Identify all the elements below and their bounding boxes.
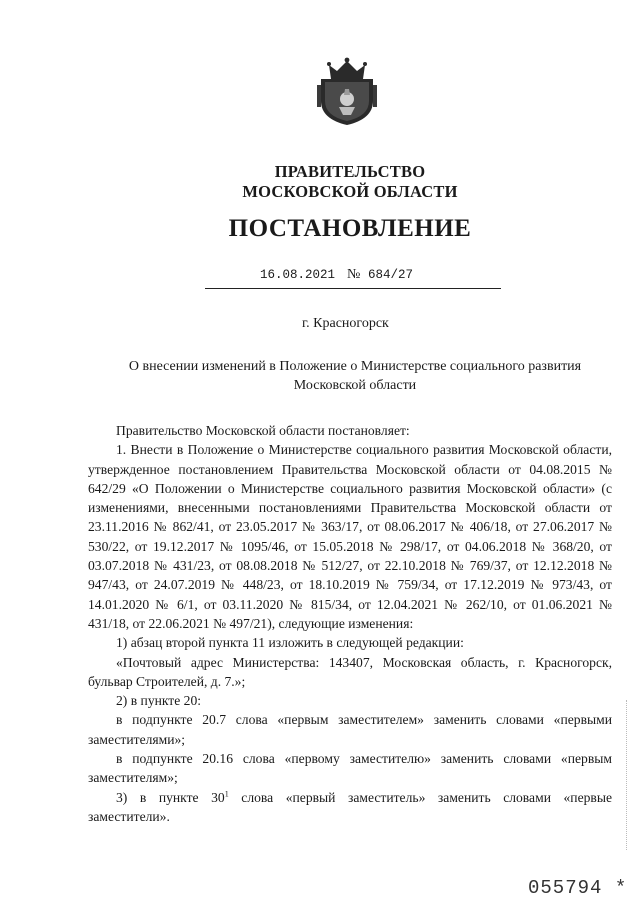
preamble: Правительство Московской области постановляет:	[116, 423, 410, 438]
item-1: 1) абзац второй пункта 11 изложить в следующей редакции:	[116, 635, 464, 651]
registration-line	[205, 268, 501, 289]
item-2-b: в подпункте 20.16 слова «первому заместителю» заменить словами «первым заместителям»;	[88, 751, 612, 786]
moscow-oblast-coat-of-arms-icon	[315, 55, 379, 127]
document-number: 684/27	[368, 268, 414, 282]
scan-margin-marks	[626, 700, 631, 850]
org-name-line2: МОСКОВСКОЙ ОБЛАСТИ	[242, 182, 458, 201]
subject-line2: Московской области	[293, 378, 417, 393]
item-2-a: в подпункте 20.7 слова «первым заместителем» заменить словами «первыми заместителями»;	[88, 712, 612, 747]
document-type-title: ПОСТАНОВЛЕНИЕ	[228, 215, 472, 242]
item-1-text: «Почтовый адрес Министерства: 143407, Московская область, г. Красногорск, бульвар Строителей, д. 7.»;	[88, 654, 612, 689]
document-body	[88, 421, 612, 826]
item-3-superscript: 1	[224, 789, 229, 799]
city-name: г. Красногорск	[302, 316, 389, 331]
document-subject	[110, 357, 600, 395]
number-label: №	[347, 267, 361, 282]
org-name-line1: ПРАВИТЕЛЬСТВО	[274, 162, 426, 181]
paragraph-1: 1. Внести в Положение о Министерстве социального развития Московской области, утвержденное постановлением Правительства Московской области от 04.08.2015 № 642/29 «О Положении о Министерстве социального развития Московской области» (с изменениями, внесенными постановлениями Правительства Московской области от 23.11.2016 № 862/41, от 23.05.2017 № 363/17, от 08.06.2017 № 406/18, от 27.06.2017 № 530/22, от 19.12.2017 № 1095/46, от 15.05.2018 № 298/17, от 04.06.2018 № 368/20, от 03.07.2018 № 431/23, от 08.08.2018 № 512/27, от 22.10.2018 № 769/37, от 12.12.2018 № 947/43, от 24.07.2019 № 448/23, от 18.10.2019 № 759/34, от 17.12.2019 № 973/43, от 14.01.2020 № 6/1, от 03.11.2020 № 815/34, от 12.04.2021 № 262/10, от 01.06.2021 № 431/18, от 22.06.2021 № 497/21), следующие изменения:	[88, 442, 612, 631]
item-3-post: слова «первый заместитель» заменить словами «первые заместители».	[88, 789, 612, 824]
item-3	[88, 788, 612, 827]
serial-stamp: 055794 *	[528, 877, 628, 899]
item-3-pre: 3) в пункте 30	[116, 789, 225, 805]
subject-line1: О внесении изменений в Положение о Министерстве социального развития	[128, 359, 582, 374]
document-date: 16.08.2021	[260, 268, 336, 282]
item-2: 2) в пункте 20:	[116, 693, 202, 709]
